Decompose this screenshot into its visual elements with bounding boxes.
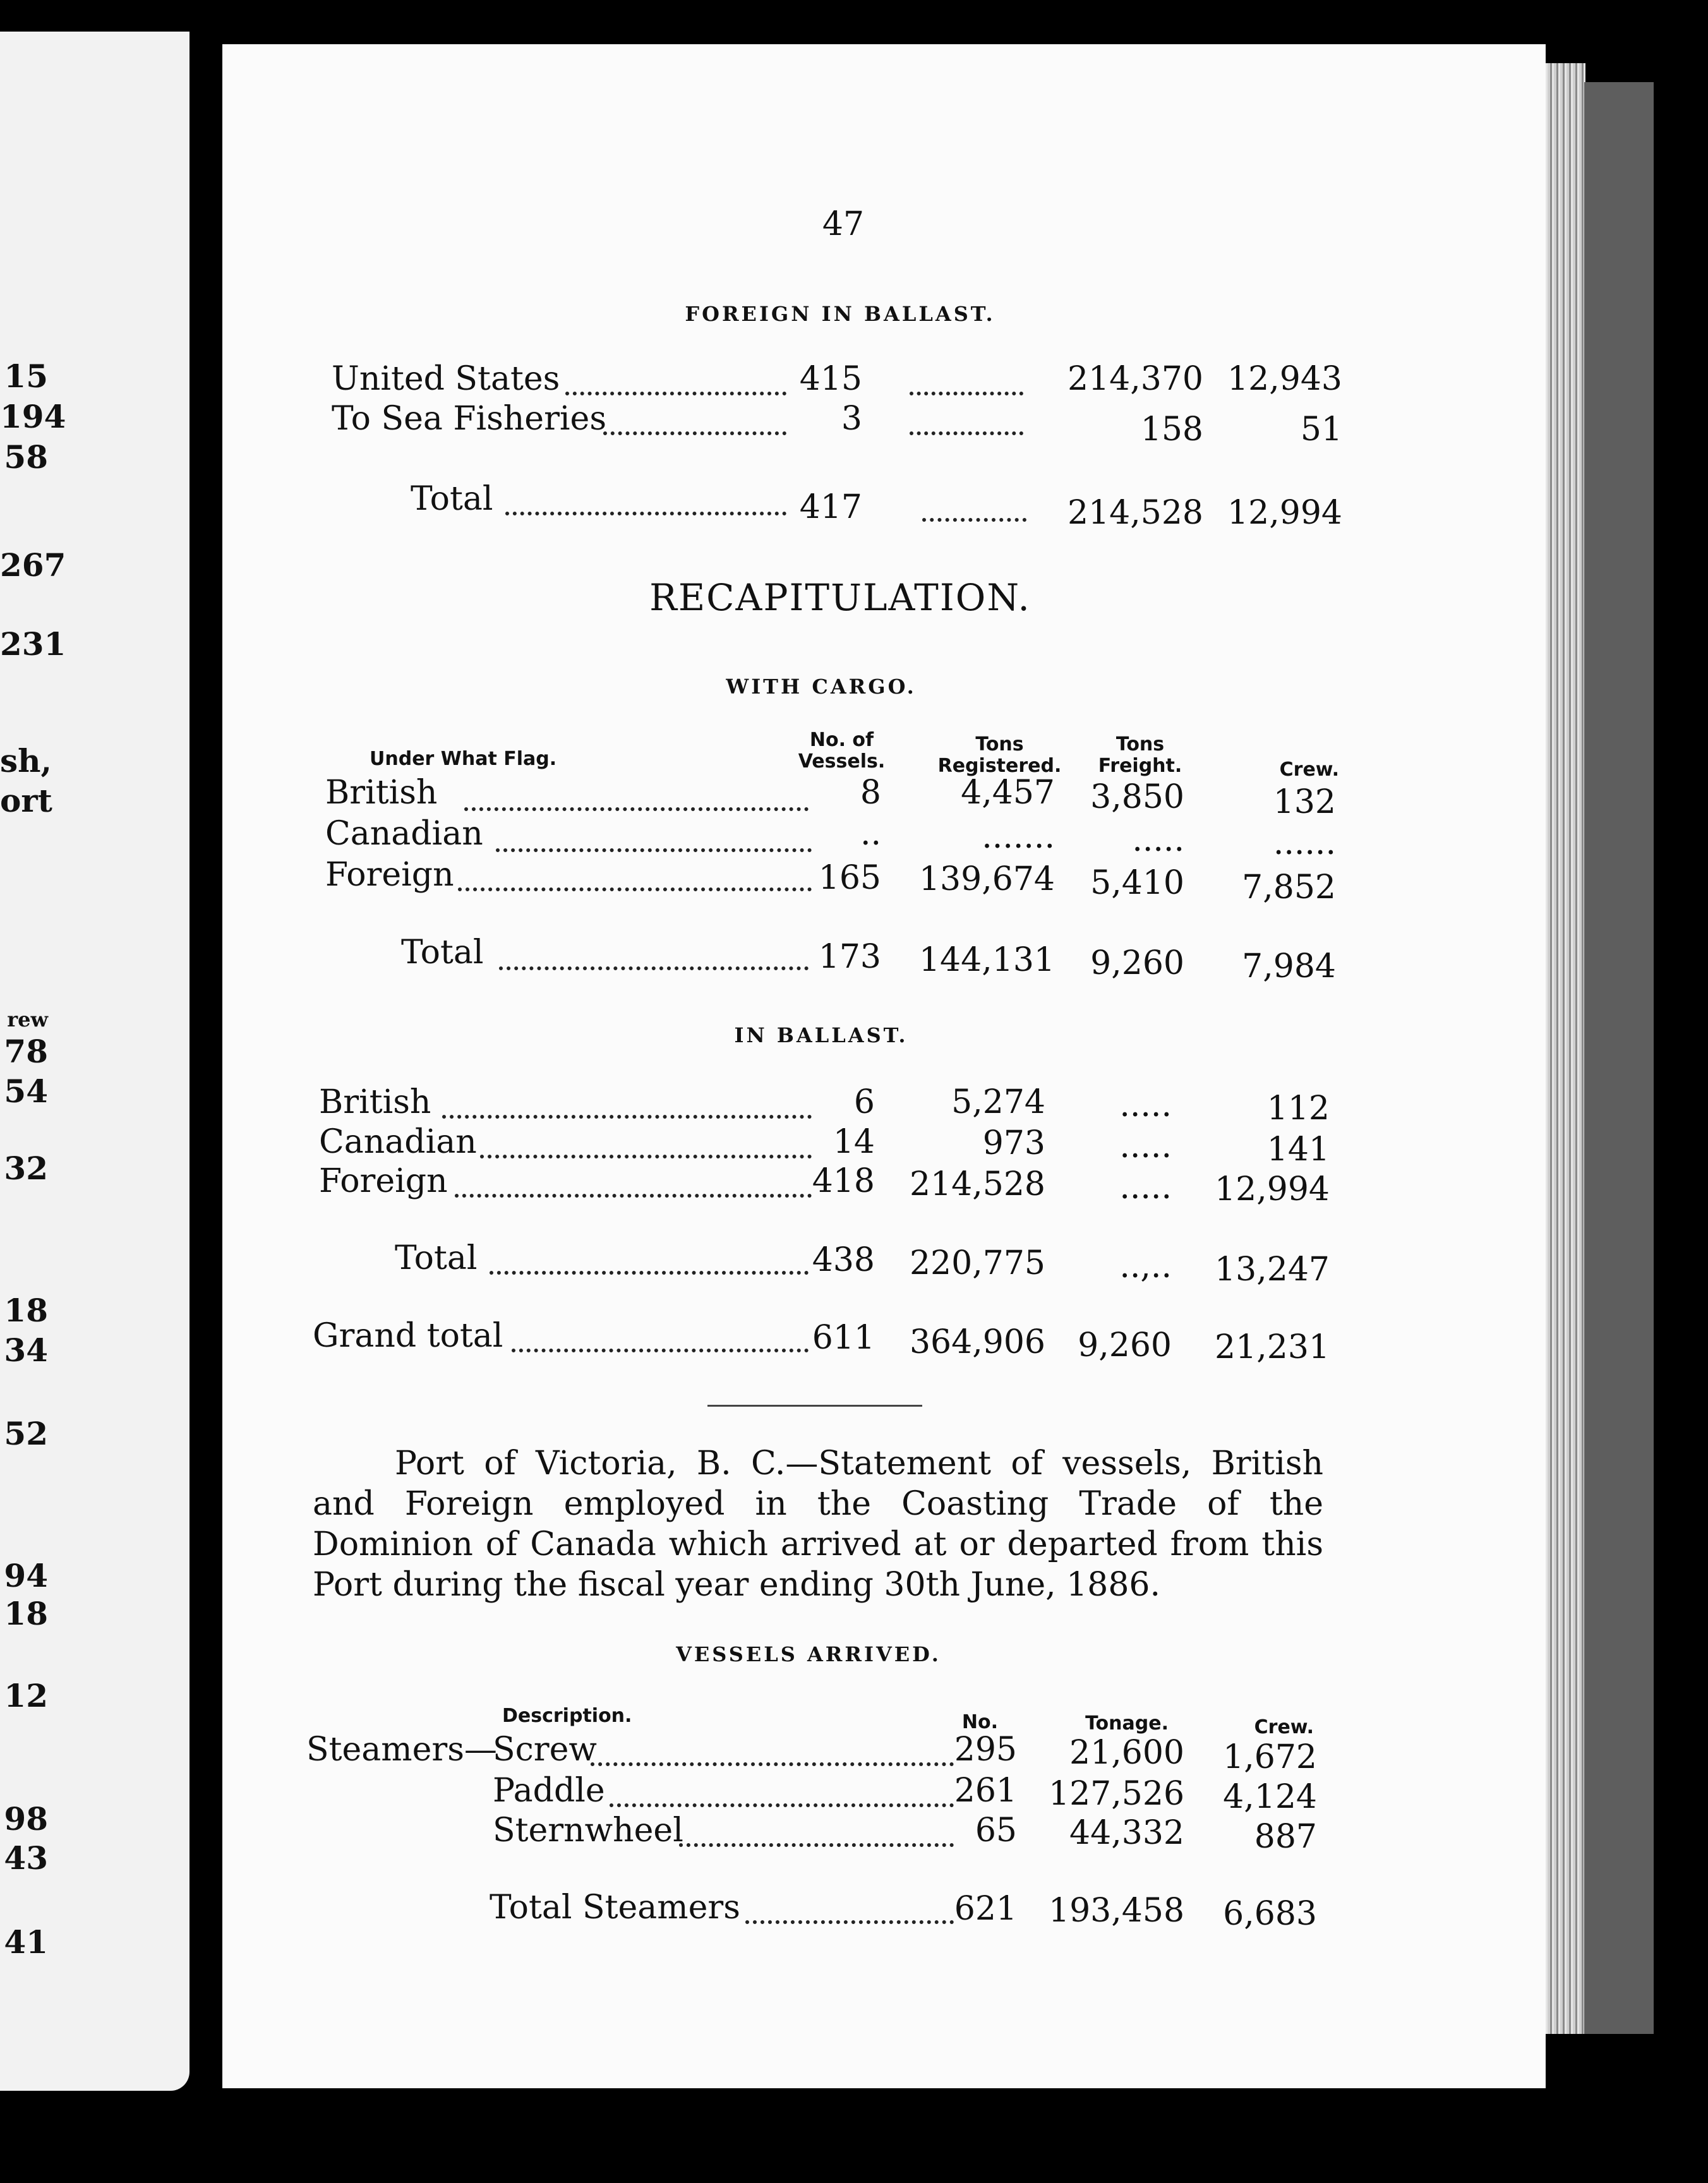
row-label: Screw bbox=[493, 1731, 597, 1769]
crew-value: 141 bbox=[1266, 1131, 1330, 1169]
left-margin-number: 78 bbox=[4, 1033, 48, 1070]
row-label: To Sea Fisheries bbox=[332, 400, 607, 438]
crew-value: 51 bbox=[1300, 411, 1342, 448]
leader-dots bbox=[490, 1271, 809, 1275]
crew-value: 132 bbox=[1273, 783, 1336, 821]
leader-dots bbox=[910, 392, 1023, 395]
crew-value: 1,672 bbox=[1223, 1738, 1317, 1776]
left-margin-number: 41 bbox=[4, 1923, 48, 1961]
leader-dots bbox=[910, 431, 1023, 435]
registered-value: 4,457 bbox=[961, 774, 1055, 812]
row-label: Canadian bbox=[325, 815, 483, 853]
freight-value: ..,.. bbox=[1119, 1248, 1172, 1285]
leader-dots bbox=[505, 512, 786, 515]
crew-value: 12,994 bbox=[1227, 494, 1342, 532]
left-margin-number: 18 bbox=[4, 1595, 48, 1632]
left-margin-number: 32 bbox=[4, 1150, 48, 1187]
registered-value: 364,906 bbox=[909, 1323, 1045, 1361]
left-page-fragment bbox=[0, 32, 189, 2091]
leader-dots bbox=[480, 1155, 812, 1158]
left-margin-number: 18 bbox=[4, 1292, 48, 1329]
column-header-no: No. bbox=[961, 1711, 998, 1733]
vessels-value: 417 bbox=[799, 488, 862, 526]
left-margin-number: 52 bbox=[4, 1415, 48, 1452]
tons-value: 214,370 bbox=[1067, 360, 1203, 398]
leader-dots bbox=[512, 1349, 809, 1352]
total-label: Total bbox=[411, 480, 493, 518]
registered-value: 5,274 bbox=[951, 1083, 1045, 1121]
registered-value: 220,775 bbox=[909, 1244, 1045, 1282]
crew-value: 7,984 bbox=[1242, 947, 1336, 985]
left-margin-number: 98 bbox=[4, 1800, 48, 1837]
column-header-description: Description. bbox=[502, 1705, 632, 1727]
tons-value: 214,528 bbox=[1067, 494, 1203, 532]
left-margin-number: 58 bbox=[4, 438, 48, 476]
crew-value: 13,247 bbox=[1215, 1251, 1330, 1289]
crew-value: 21,231 bbox=[1215, 1328, 1330, 1366]
leader-dots bbox=[455, 1194, 812, 1198]
freight-value: 5,410 bbox=[1090, 864, 1184, 902]
leader-dots bbox=[591, 1762, 954, 1766]
left-margin-number: 194 bbox=[0, 398, 66, 435]
crew-value: 12,943 bbox=[1227, 360, 1342, 398]
freight-value: ..... bbox=[1132, 821, 1184, 859]
registered-value: 973 bbox=[982, 1124, 1045, 1162]
vessels-value: 3 bbox=[841, 400, 862, 438]
total-label: Total bbox=[395, 1239, 478, 1277]
left-margin-number: 267 bbox=[0, 546, 66, 584]
column-header-vessels: No. of Vessels. bbox=[798, 729, 886, 773]
section-heading: VESSELS ARRIVED. bbox=[676, 1642, 941, 1666]
row-label: Canadian bbox=[319, 1123, 477, 1161]
crew-value: 112 bbox=[1266, 1090, 1330, 1128]
leader-dots bbox=[499, 966, 809, 970]
leader-dots bbox=[442, 1115, 812, 1119]
registered-value: ....... bbox=[982, 818, 1055, 856]
freight-value: 3,850 bbox=[1090, 778, 1184, 816]
freight-value: 9,260 bbox=[1078, 1326, 1172, 1364]
left-margin-number: 43 bbox=[4, 1839, 48, 1877]
crew-value: 887 bbox=[1254, 1818, 1317, 1856]
leader-dots bbox=[679, 1843, 954, 1847]
row-label: Foreign bbox=[319, 1162, 448, 1200]
leader-dots bbox=[745, 1920, 954, 1924]
tonage-value: 193,458 bbox=[1049, 1892, 1185, 1930]
crew-value: 4,124 bbox=[1223, 1778, 1317, 1816]
group-label: Steamers— bbox=[306, 1731, 497, 1769]
row-label: British bbox=[325, 774, 438, 812]
column-header-crew: Crew. bbox=[1279, 759, 1339, 781]
section-heading: IN BALLAST. bbox=[734, 1023, 908, 1047]
document-page bbox=[222, 44, 1546, 2088]
leader-dots bbox=[458, 887, 812, 891]
page-edge bbox=[1541, 63, 1585, 2034]
freight-value: ..... bbox=[1119, 1128, 1172, 1165]
book-spine bbox=[1584, 82, 1654, 2034]
crew-value: 12,994 bbox=[1215, 1170, 1330, 1208]
crew-value: 6,683 bbox=[1223, 1895, 1317, 1933]
leader-dots bbox=[922, 518, 1026, 522]
vessels-value: 415 bbox=[799, 360, 862, 398]
vessels-value: 14 bbox=[833, 1123, 875, 1161]
vessels-value: 173 bbox=[818, 938, 881, 976]
registered-value: 144,131 bbox=[918, 941, 1055, 979]
left-margin-number: 54 bbox=[4, 1073, 48, 1110]
column-header-freight: Tons Freight. bbox=[1098, 733, 1182, 777]
leader-dots bbox=[496, 848, 812, 852]
vessels-value: 8 bbox=[860, 774, 881, 812]
left-margin-number: rew bbox=[7, 1007, 48, 1031]
vessels-value: 165 bbox=[818, 859, 881, 897]
left-margin-number: sh, bbox=[0, 742, 52, 779]
page-number: 47 bbox=[822, 205, 865, 243]
page-title: RECAPITULATION. bbox=[649, 576, 1031, 619]
freight-value: ..... bbox=[1119, 1086, 1172, 1124]
no-value: 261 bbox=[954, 1772, 1017, 1810]
column-header-registered: Tons Registered. bbox=[937, 733, 1062, 777]
row-label: Foreign bbox=[325, 856, 454, 894]
no-value: 295 bbox=[954, 1731, 1017, 1769]
row-label: British bbox=[319, 1083, 431, 1121]
registered-value: 139,674 bbox=[918, 860, 1055, 898]
vessels-value: 611 bbox=[812, 1319, 875, 1357]
tonage-value: 127,526 bbox=[1049, 1775, 1185, 1813]
left-margin-number: 94 bbox=[4, 1557, 48, 1594]
freight-value: 9,260 bbox=[1090, 944, 1184, 982]
row-label: Sternwheel bbox=[493, 1812, 683, 1849]
section-heading: FOREIGN IN BALLAST. bbox=[685, 302, 995, 326]
total-label: Total Steamers bbox=[490, 1889, 740, 1927]
left-margin-number: 34 bbox=[4, 1332, 48, 1369]
left-margin-number: 231 bbox=[0, 625, 66, 663]
vessels-value: 418 bbox=[812, 1162, 875, 1200]
crew-value: ...... bbox=[1273, 824, 1336, 862]
left-margin-number: 12 bbox=[4, 1677, 48, 1714]
vessels-value: 6 bbox=[853, 1083, 875, 1121]
column-header-tonage: Tonage. bbox=[1085, 1712, 1169, 1735]
no-value: 621 bbox=[954, 1890, 1017, 1928]
crew-value: 7,852 bbox=[1242, 869, 1336, 906]
row-label: Paddle bbox=[493, 1772, 605, 1810]
vessels-value: .. bbox=[860, 815, 881, 853]
freight-value: ..... bbox=[1119, 1169, 1172, 1206]
registered-value: 214,528 bbox=[909, 1165, 1045, 1203]
vessels-value: 438 bbox=[812, 1241, 875, 1279]
left-margin-number: 15 bbox=[4, 358, 48, 395]
leader-dots bbox=[610, 1803, 954, 1807]
leader-dots bbox=[464, 807, 809, 811]
row-label: United States bbox=[332, 360, 560, 398]
left-margin-number: ort bbox=[0, 782, 52, 819]
section-heading: WITH CARGO. bbox=[726, 675, 917, 699]
no-value: 65 bbox=[975, 1812, 1017, 1849]
divider bbox=[707, 1405, 922, 1407]
tonage-value: 44,332 bbox=[1069, 1814, 1184, 1852]
leader-dots bbox=[565, 392, 786, 395]
column-header-crew: Crew. bbox=[1254, 1716, 1314, 1738]
body-paragraph: Port of Victoria, B. C.—Statement of vessels, British and Foreign employed in the Coasting Trade of the Dominion of Canada which arrived at or departed from this Port during the fiscal year ending 30th June, 1886. bbox=[313, 1445, 1323, 1604]
tons-value: 158 bbox=[1140, 411, 1203, 448]
grand-total-label: Grand total bbox=[313, 1317, 503, 1355]
column-header-flag: Under What Flag. bbox=[370, 748, 557, 770]
leader-dots bbox=[603, 431, 786, 435]
tonage-value: 21,600 bbox=[1069, 1734, 1184, 1772]
total-label: Total bbox=[401, 934, 484, 971]
